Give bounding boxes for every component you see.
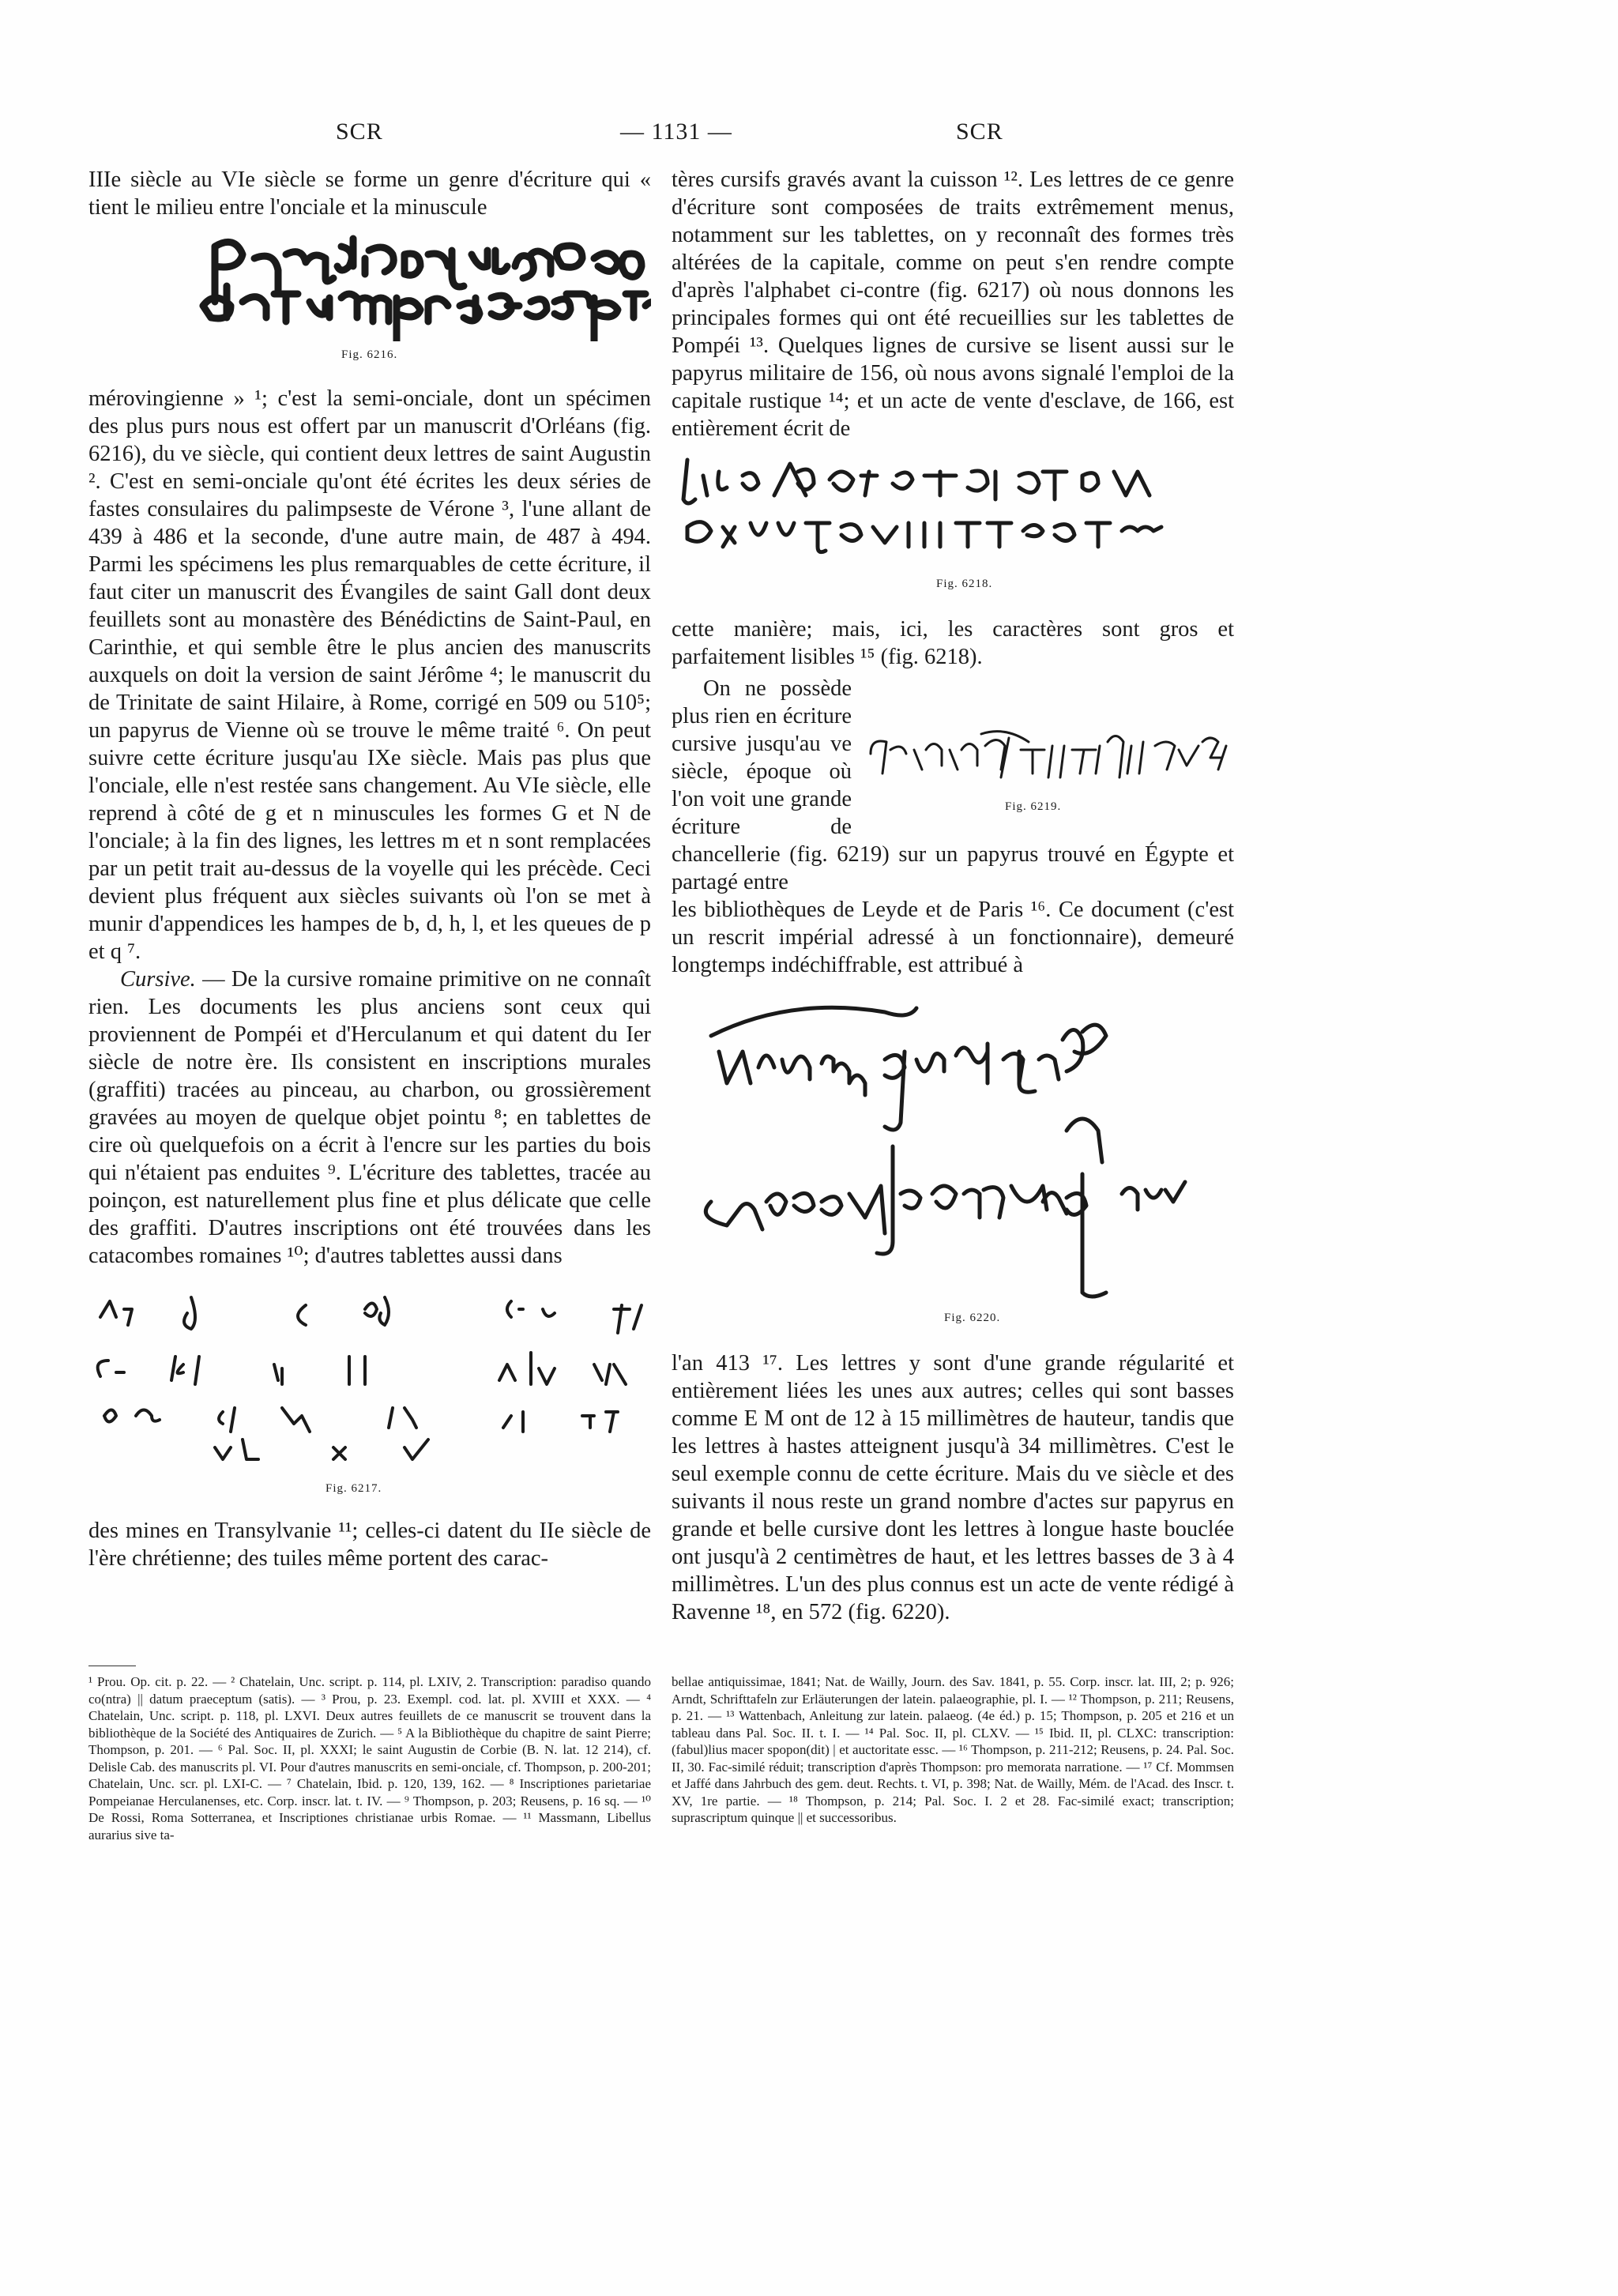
figure-6220 — [672, 988, 1234, 1332]
figure-6220-caption: Fig. 6220. — [944, 1312, 1001, 1324]
figure-6219-wrap — [672, 675, 1234, 896]
right-paragraph-4: les bibliothèques de Leyde et de Paris ¹⁶. Ce document (c'est un rescrit impérial adressé à un fonctionnaire), demeuré longtemps indéchiffrable, est attribué à — [672, 898, 1234, 977]
cursive-heading: Cursive. — [120, 967, 196, 992]
ravenna-cursive-image — [672, 988, 1234, 1304]
figure-6219 — [863, 722, 1234, 821]
figure-6216 — [88, 231, 651, 369]
slave-sale-cursive-image — [672, 452, 1234, 570]
figure-6218 — [672, 452, 1234, 598]
figure-6218-caption: Fig. 6218. — [936, 578, 993, 590]
footnotes-left-text: ¹ Prou. Op. cit. p. 22. — ² Chatelain, Unc. script. p. 114, pl. LXIV, 2. Transcription: paradiso quando co(ntra) || datum praeceptum (satis). — ³ Prou, p. 23. Exempl. cod. lat. pl. XVIII et XXX. — ⁴ Chatelain, Unc. script. p. 118, pl. LXVI. Deux autres feuillets de ce manuscrit se trouvent dans la bibliothèque de la Société des Antiquaires de Zurich. — ⁵ A la Bibliothèque du chapitre de saint Pierre; Thompson, p. 201. — ⁶ Pal. Soc. II, pl. XXXI; le saint Augustin de Corbie (B. N. lat. 12 214), cf. Delisle Cab. des manuscrits pl. VI. Pour d'autres manuscrits en semi-onciale, cf. Thompson, p. 200-201; Chatelain, Unc. scr. pl. LXI-C. — ⁷ Chatelain, Ibid. p. 120, 139, 162. — ⁸ Inscriptiones parietariae Pompeianae Herculanenses, etc. Corp. inscr. lat. t. IV. — ⁹ Thompson, p. 203; Reusens, p. 16 sq. — ¹⁰ De Rossi, Roma Sotterranea, et Inscriptiones christianae urbis Romae. — ¹¹ Massmann, Libellus aurarius sive ta- — [88, 1674, 651, 1842]
right-column — [672, 166, 1234, 1626]
chancery-script-image — [863, 722, 1234, 793]
left-paragraph-4: des mines en Transylvanie ¹¹; celles-ci datent du IIe siècle de l'ère chrétienne; des tuiles même portent des carac- — [88, 1519, 651, 1571]
right-paragraph-5: l'an 413 ¹⁷. Les lettres y sont d'une grande régularité et entièrement liées les unes aux autres; celles qui sont basses comme E M ont de 12 à 15 millimètres de hauteur, tandis que les lettres à hastes atteignent jusqu'à 34 millimètres. C'est le seul exemple connu de cette écriture. Mais du ve siècle et des suivants il nous reste un grand nombre d'actes sur papyrus en grande et belle cursive dont les lettres à longue haste bouclée ont jusqu'à 2 centimètres de haut, et les lettres basses de 3 à 4 millimètres. L'un des plus connus est un acte de vente rédigé à Ravenne ¹⁸, en 572 (fig. 6220). — [672, 1351, 1234, 1624]
running-head-left: SCR — [336, 119, 383, 145]
left-paragraph-3-text: — De la cursive romaine primitive on ne connaît rien. Les documents les plus anciens sont ceux qui proviennent de Pompéi et d'Herculanum et qui datent du Ier siècle de notre ère. Ils consistent en inscriptions murales (graffiti) tracées au pinceau, au charbon, ou grossièrement gravées au moyen de quelque objet pointu ⁸; en tablettes de cire où quelquefois on a écrit à l'encre sur les parties du bois qui n'étaient pas enduites ⁹. L'écriture des tablettes, tracée au poinçon, est naturellement plus fine et plus délicate que celle des graffiti. D'autres inscriptions ont été trouvées dans les catacombes romaines ¹⁰; d'autres tablettes aussi dans — [88, 967, 651, 1268]
pompeian-cursive-alphabet-image — [88, 1278, 651, 1475]
footnotes-left — [88, 1673, 651, 1843]
left-paragraph-2: mérovingienne » ¹; c'est la semi-onciale, dont un spécimen des plus purs nous est offert par un manuscrit d'Orléans (fig. 6216), du ve siècle, qui contient deux lettres de saint Augustin ². C'est en semi-onciale qu'ont été écrites les deux séries de fastes consulaires du palimpseste de Vérone ³, l'une allant de 439 à 486 et la seconde, d'une autre main, de 487 à 494. Parmi les spécimens les plus remarquables de cette écriture, il faut citer un manuscrit des Évangiles de saint Gall dont deux feuillets sont au monastère des Bénédictins de Saint-Paul, en Carinthie, et qui semble être le plus ancien des manuscrits auxquels on doit la version de saint Jérôme ⁴; le manuscrit du de Trinitate de saint Hilaire, à Rome, corrigé en 509 ou 510⁵; un papyrus de Vienne où se trouve le même traité ⁶. On peut suivre cette écriture jusqu'au IXe siècle. Mais pas plus que l'onciale, elle n'est restée sans changement. Au VIe siècle, elle reprend à côté de g et n minuscules les formes G et N de l'onciale; à la fin des lignes, les lettres m et n sont remplacées par un petit trait au-dessus de la voyelle qui les précède. Ceci devient plus fréquent aux siècles suivants où l'on se met à munir d'appendices les hampes de b, d, h, l, et les queues de p et q ⁷. — [88, 386, 651, 964]
left-paragraph-1: IIIe siècle au VIe siècle se forme un genre d'écriture qui « tient le milieu entre l'onciale et la minuscule — [88, 167, 651, 220]
figure-6217-caption: Fig. 6217. — [325, 1482, 382, 1495]
left-paragraph-3 — [88, 965, 651, 1270]
right-paragraph-1: tères cursifs gravés avant la cuisson ¹². Les lettres de ce genre d'écriture sont composées de traits extrêmement menus, notamment sur les tablettes, on y reconnaît des formes très altérées de la capitale, comme on peut s'en rendre compte d'après l'alphabet ci-contre (fig. 6217) où nous donnons les principales formes qui ont été recueillies sur les tablettes de Pompéi ¹³. Quelques lignes de cursive se lisent aussi sur le papyrus militaire de 156, où nous avons signalé l'emploi de la capitale rustique ¹⁴; et un acte de vente d'esclave, de 166, est entièrement écrit de — [672, 167, 1234, 441]
footnotes-right — [672, 1673, 1234, 1827]
left-column — [88, 166, 651, 1572]
figure-6219-caption: Fig. 6219. — [1005, 800, 1062, 813]
footnotes-right-text: bellae antiquissimae, 1841; Nat. de Wailly, Journ. des Sav. 1841, p. 55. Corp. inscr. lat. III, 2; p. 926; Arndt, Schrifttafeln zur Erläuterungen der latein. palaeographie, pl. I. — ¹² Thompson, p. 211; Reusens, p. 21. — ¹³ Wattenbach, Anleitung zur latein. palaeog. (4e éd.) p. 15; Thompson, p. 205 et 216 et un tableau dans Pal. Soc. II. t. I. — ¹⁴ Pal. Soc. II, pl. CLXV. — ¹⁵ Ibid. II, pl. CLXC: transcription: (fabul)lius macer spopon(dit) | et auctoritate essc. — ¹⁶ Thompson, p. 211-212; Reusens, p. 24. Pal. Soc. II, 30. Fac-similé réduit; transcription d'après Thompson: pro memorata narratione. — ¹⁷ Cf. Mommsen et Jaffé dans Jahrbuch des gem. deut. Rechts. t. VI, p. 398; Nat. de Wailly, Mém. de l'Acad. des Inscr. t. XV, 1re partie. — ¹⁸ Thompson, p. 214; Pal. Soc. I. 2 et 28. Fac-similé exact; transcription; suprascriptum quinque || et successoribus. — [672, 1674, 1234, 1825]
figure-6216-caption: Fig. 6216. — [341, 348, 398, 361]
right-paragraph-2: cette manière; mais, ici, les caractères sont gros et parfaitement lisibles ¹⁵ (fig. 6218). — [672, 617, 1234, 669]
figure-6217 — [88, 1278, 651, 1503]
semi-uncial-script-image — [88, 231, 651, 341]
right-paragraph-3: On ne possède plus rien en écriture cursive jusqu'au ve siècle, époque où l'on voit une grande écriture de chancellerie (fig. 6219) sur un papyrus trouvé en Égypte et partagé entre — [672, 676, 1234, 894]
page-number: — 1131 — — [620, 119, 732, 145]
running-head-right: SCR — [956, 119, 1003, 145]
